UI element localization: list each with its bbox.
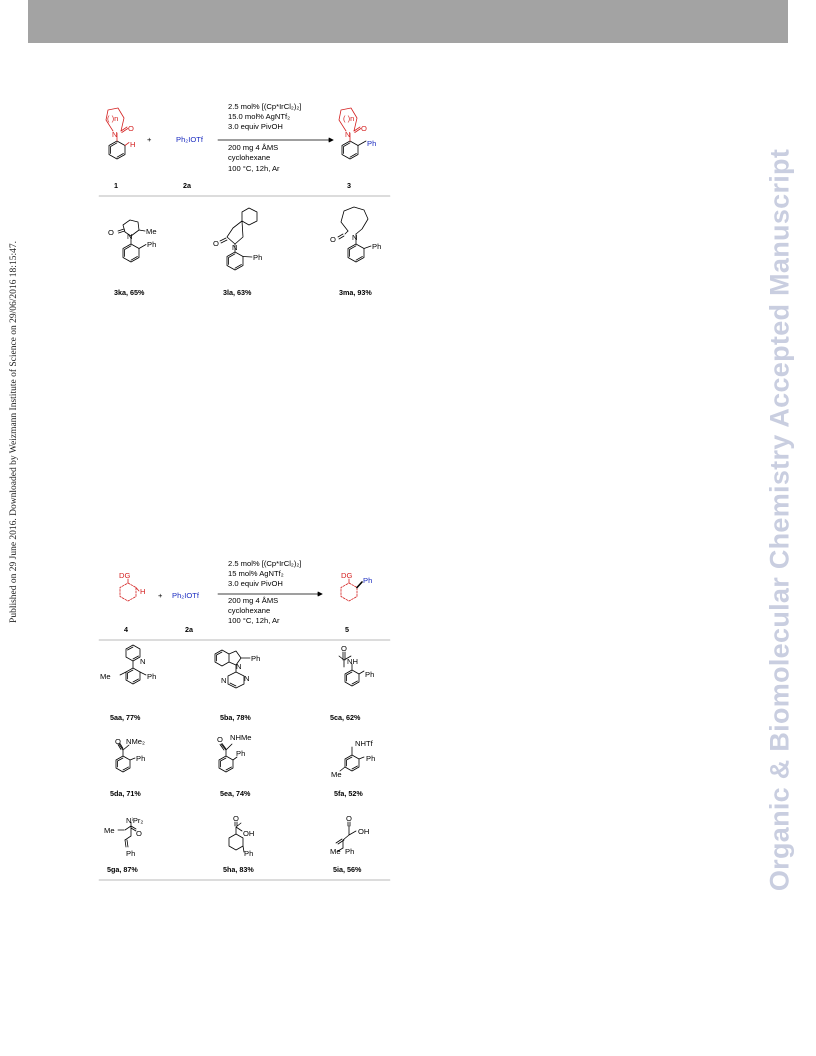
- 3la-nitrogen: N: [232, 243, 238, 252]
- 3ma-oxygen: O: [330, 235, 336, 244]
- 5fa-methyl: Me: [331, 770, 342, 779]
- scheme2-condition-4: 200 mg 4 ÅMS: [228, 596, 279, 605]
- 5aa-methyl: Me: [100, 672, 111, 681]
- journal-watermark: Organic & Biomolecular Chemistry Accepted Manuscript: [764, 148, 795, 892]
- product-nitrogen-label: N: [345, 130, 351, 139]
- product-5ba-label: 5ba, 78%: [220, 713, 251, 722]
- product-5aa-label: 5aa, 77%: [110, 713, 141, 722]
- compound-1-label: 1: [114, 181, 118, 190]
- 5ga-phenyl: Ph: [126, 849, 136, 858]
- directing-group-label: DG: [119, 571, 131, 580]
- 5aa-phenyl: Ph: [147, 672, 157, 681]
- product-3ka-label: 3ka, 65%: [114, 288, 145, 297]
- 5ba-indole-n: N: [236, 662, 242, 671]
- 5ia-phenyl: Ph: [345, 847, 355, 856]
- product-5ia-label: 5ia, 56%: [333, 865, 362, 874]
- 3ka-phenyl: Ph: [147, 240, 157, 249]
- product-5ea-structure: [219, 744, 237, 773]
- 5fa-sulfonamide: NHTf: [355, 739, 373, 748]
- product-5ca-label: 5ca, 62%: [330, 713, 361, 722]
- product-5ga-structure: [118, 822, 136, 847]
- 5ba-phenyl: Ph: [251, 654, 261, 663]
- publication-sidebar-text: Published on 29 June 2016. Downloaded by Weizmann Institute of Science on 29/06/2016 18:15:47.: [9, 241, 19, 623]
- scheme1-condition-4: 200 mg 4 ÅMS: [228, 143, 279, 152]
- scheme2-hydrogen-label: H: [140, 587, 146, 596]
- product-3la-label: 3la, 63%: [223, 288, 252, 297]
- 5ca-nh: NH: [347, 657, 358, 666]
- 5fa-phenyl: Ph: [366, 754, 376, 763]
- product-phenyl-label: Ph: [367, 139, 377, 148]
- 3ka-methyl: Me: [146, 227, 157, 236]
- product-3la-structure: [220, 208, 257, 270]
- product-5fa-structure: [340, 747, 364, 771]
- plus-sign: +: [147, 135, 152, 144]
- scheme1-reagent: Ph₂IOTf: [176, 135, 204, 144]
- scheme2-plus-sign: +: [158, 591, 163, 600]
- ring-size-n-label: ( )n: [107, 114, 119, 123]
- scheme1-condition-1: 2.5 mol% [(Cp*IrCl₂)₂]: [228, 102, 302, 111]
- 5aa-pyridine-n: N: [140, 657, 146, 666]
- 5da-phenyl: Ph: [136, 754, 146, 763]
- 5ba-pyrimidine-n1: N: [221, 676, 227, 685]
- 3ka-oxygen: O: [108, 228, 114, 237]
- product-5fa-label: 5fa, 52%: [334, 789, 363, 798]
- scheme1-condition-3: 3.0 equiv PivOH: [228, 122, 283, 131]
- product-5ea-label: 5ea, 74%: [220, 789, 251, 798]
- 5ha-oxygen: O: [233, 814, 239, 823]
- scheme2-product-phenyl-label: Ph: [363, 576, 373, 585]
- scheme1-condition-2: 15.0 mol% AgNTf₂: [228, 112, 291, 121]
- scheme1-condition-5: cyclohexane: [228, 153, 271, 162]
- 5ea-phenyl: Ph: [236, 749, 246, 758]
- 5ea-amide: NHMe: [230, 733, 252, 742]
- product-5da-label: 5da, 71%: [110, 789, 141, 798]
- product-5-structure: [341, 579, 362, 601]
- product-ring-size-label: ( )n: [343, 114, 355, 123]
- hydrogen-atom-label: H: [130, 140, 136, 149]
- scheme2-condition-3: 3.0 equiv PivOH: [228, 579, 283, 588]
- 5ca-oxygen: O: [341, 644, 347, 653]
- scheme2-condition-6: 100 °C, 12h, Ar: [228, 616, 280, 625]
- compound-2a-label: 2a: [183, 181, 191, 190]
- scheme1-condition-6: 100 °C, 12h, Ar: [228, 164, 280, 173]
- 5da-amide: NMe₂: [126, 737, 145, 746]
- 3la-phenyl: Ph: [253, 253, 263, 262]
- 5ga-oxygen: O: [136, 829, 142, 838]
- 5ba-pyrimidine-n2: N: [244, 674, 250, 683]
- product-5ha-label: 5ha, 83%: [223, 865, 254, 874]
- product-5ga-label: 5ga, 87%: [107, 865, 138, 874]
- scheme2-condition-1: 2.5 mol% [(Cp*IrCl₂)₂]: [228, 559, 302, 568]
- compound-3-label: 3: [347, 181, 351, 190]
- nitrogen-atom-label: N: [112, 130, 118, 139]
- 5da-oxygen: O: [115, 737, 121, 746]
- scheme2-reagent: Ph₂IOTf: [172, 591, 200, 600]
- product-3ma-label: 3ma, 93%: [339, 288, 372, 297]
- 3ka-nitrogen: N: [127, 232, 133, 241]
- 5ha-hydroxyl: OH: [243, 829, 255, 838]
- 5ia-methyl: Me: [330, 847, 341, 856]
- product-5da-structure: [116, 744, 135, 773]
- product-3ka-structure: [118, 220, 146, 262]
- 3la-oxygen: O: [213, 239, 219, 248]
- 5ha-phenyl: Ph: [244, 849, 254, 858]
- oxygen-atom-label: O: [128, 124, 134, 133]
- compound-4-label: 4: [124, 625, 128, 634]
- scheme2-compound-2a-label: 2a: [185, 625, 193, 634]
- product-5ha-structure: [229, 822, 244, 852]
- product-oxygen-label: O: [361, 124, 367, 133]
- 5ea-oxygen: O: [217, 735, 223, 744]
- 5ca-phenyl: Ph: [365, 670, 375, 679]
- 5ia-oxygen: O: [346, 814, 352, 823]
- scheme2-condition-2: 15 mol% AgNTf₂: [228, 569, 284, 578]
- product-dg-label: DG: [341, 571, 353, 580]
- reactant-4-structure: [120, 579, 139, 601]
- 3ma-phenyl: Ph: [372, 242, 382, 251]
- 5ga-amide: NⁱPr₂: [126, 816, 144, 825]
- 5ia-hydroxyl: OH: [358, 827, 370, 836]
- scheme2-condition-5: cyclohexane: [228, 606, 271, 615]
- 5ga-methyl: Me: [104, 826, 115, 835]
- 3ma-nitrogen: N: [352, 233, 358, 242]
- compound-5-label: 5: [345, 625, 349, 634]
